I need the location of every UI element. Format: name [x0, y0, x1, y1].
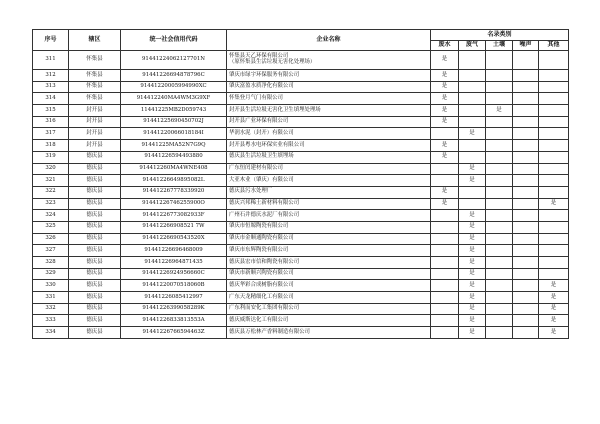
- row-company-name: 大亚木业（肇庆）有限公司: [227, 175, 431, 187]
- row-company-name: 肇庆市金顺通陶瓷有限公司: [227, 233, 431, 245]
- row-gas: [459, 93, 486, 105]
- row-district: 封开县: [69, 105, 121, 117]
- row-gas: 是: [459, 327, 486, 339]
- row-code: 91441226746255900O: [121, 198, 227, 210]
- row-seq: 332: [33, 303, 69, 315]
- row-soil: [486, 245, 513, 257]
- row-gas: 是: [459, 245, 486, 257]
- row-water: 是: [431, 116, 459, 128]
- row-other: [539, 245, 569, 257]
- row-seq: 318: [33, 140, 69, 152]
- row-seq: 330: [33, 280, 69, 292]
- row-code: 91441225MA52N7G9Q: [121, 140, 227, 152]
- row-water: 是: [431, 93, 459, 105]
- row-water: 是: [431, 51, 459, 70]
- row-district: 德庆县: [69, 303, 121, 315]
- row-soil: [486, 198, 513, 210]
- row-seq: 314: [33, 93, 69, 105]
- row-noise: [513, 105, 539, 117]
- row-code: 91441225690450702J: [121, 116, 227, 128]
- table-row: [33, 292, 569, 304]
- row-company-name: 广州石井德庆水泥厂有限公司: [227, 210, 431, 222]
- row-company-name: 广东天龙精细化工有限公司: [227, 292, 431, 304]
- row-soil: [486, 140, 513, 152]
- row-code: 11441225MB2D059743: [121, 105, 227, 117]
- row-gas: 是: [459, 163, 486, 175]
- row-seq: 325: [33, 221, 69, 233]
- header-company: 企业名称: [227, 30, 431, 51]
- row-water: [431, 210, 459, 222]
- row-soil: [486, 128, 513, 140]
- row-soil: [486, 93, 513, 105]
- row-company-name: 封开县生活垃圾无害化卫生填埋处理场: [227, 105, 431, 117]
- row-other: 是: [539, 303, 569, 315]
- row-gas: 是: [459, 257, 486, 269]
- row-noise: [513, 186, 539, 198]
- row-other: 是: [539, 292, 569, 304]
- row-gas: [459, 198, 486, 210]
- row-seq: 327: [33, 245, 69, 257]
- header-water: 废水: [431, 41, 459, 51]
- row-code: 914412260MA4WNE408: [121, 163, 227, 175]
- row-district: 德庆县: [69, 151, 121, 163]
- row-company-name: 肇庆市恒塬陶瓷有限公司: [227, 221, 431, 233]
- table-row: [33, 221, 569, 233]
- row-noise: [513, 51, 539, 70]
- row-code: 91441224062127701N: [121, 51, 227, 70]
- row-water: 是: [431, 105, 459, 117]
- table-row: [33, 128, 569, 140]
- row-company-name-line1: 怀集县天乙环保有限公司: [229, 53, 289, 60]
- table-row: [33, 186, 569, 198]
- row-district: 德庆县: [69, 221, 121, 233]
- row-other: [539, 233, 569, 245]
- header-code: 统一社会信用代码: [121, 30, 227, 51]
- row-seq: 321: [33, 175, 69, 187]
- row-seq: 313: [33, 81, 69, 93]
- table-row: [33, 233, 569, 245]
- row-other: [539, 93, 569, 105]
- row-noise: [513, 151, 539, 163]
- row-water: [431, 175, 459, 187]
- row-company-name: 肇庆市新顺兴陶瓷有限公司: [227, 268, 431, 280]
- row-other: [539, 268, 569, 280]
- row-district: 德庆县: [69, 245, 121, 257]
- row-seq: 324: [33, 210, 69, 222]
- row-seq: 323: [33, 198, 69, 210]
- row-seq: 326: [33, 233, 69, 245]
- table-row: [33, 151, 569, 163]
- row-company-name: 肇庆市东辉陶瓷有限公司: [227, 245, 431, 257]
- header-other: 其他: [539, 41, 569, 51]
- row-company-name: 德庆威斯达化工有限公司: [227, 315, 431, 327]
- row-noise: [513, 245, 539, 257]
- row-other: [539, 163, 569, 175]
- row-soil: [486, 257, 513, 269]
- row-gas: 是: [459, 280, 486, 292]
- row-noise: [513, 233, 539, 245]
- table-row: [33, 175, 569, 187]
- row-company-name: 怀集登月气门有限公司: [227, 93, 431, 105]
- row-district: 德庆县: [69, 186, 121, 198]
- row-code: 914412266908521 7W: [121, 221, 227, 233]
- row-code: 91441226694878796C: [121, 70, 227, 82]
- row-gas: [459, 151, 486, 163]
- row-seq: 331: [33, 292, 69, 304]
- row-soil: [486, 327, 513, 339]
- row-other: [539, 105, 569, 117]
- table-row: [33, 51, 569, 70]
- row-code: 91441226399058289K: [121, 303, 227, 315]
- row-gas: 是: [459, 292, 486, 304]
- row-company-name: 广东恒闰建材有限公司: [227, 163, 431, 175]
- row-seq: 334: [33, 327, 69, 339]
- row-other: [539, 151, 569, 163]
- row-seq: 328: [33, 257, 69, 269]
- header-noise: 噪声: [513, 41, 539, 51]
- row-noise: [513, 315, 539, 327]
- table-row: [33, 198, 569, 210]
- row-water: [431, 128, 459, 140]
- table-row: [33, 116, 569, 128]
- row-soil: [486, 70, 513, 82]
- row-district: 德庆县: [69, 233, 121, 245]
- row-soil: [486, 163, 513, 175]
- row-code: 914412267778339920: [121, 186, 227, 198]
- row-code: 91441226696468009: [121, 245, 227, 257]
- row-noise: [513, 93, 539, 105]
- row-noise: [513, 257, 539, 269]
- row-district: 德庆县: [69, 268, 121, 280]
- row-soil: [486, 303, 513, 315]
- row-code: 91441220005994990XC: [121, 81, 227, 93]
- pollution-source-table: [32, 29, 569, 339]
- row-seq: 329: [33, 268, 69, 280]
- row-other: [539, 257, 569, 269]
- row-other: [539, 221, 569, 233]
- row-noise: [513, 163, 539, 175]
- row-water: 是: [431, 198, 459, 210]
- row-noise: [513, 210, 539, 222]
- row-company-name: 德庆兴邦稀土新材料有限公司: [227, 198, 431, 210]
- row-other: [539, 175, 569, 187]
- row-water: 是: [431, 151, 459, 163]
- header-category: 名录类别: [431, 30, 569, 41]
- row-other: [539, 51, 569, 70]
- row-noise: [513, 116, 539, 128]
- row-soil: [486, 233, 513, 245]
- row-district: 封开县: [69, 116, 121, 128]
- row-other: 是: [539, 198, 569, 210]
- row-other: 是: [539, 327, 569, 339]
- row-seq: 322: [33, 186, 69, 198]
- row-gas: [459, 140, 486, 152]
- row-code: 91441226085412997: [121, 292, 227, 304]
- row-gas: 是: [459, 221, 486, 233]
- table-row: [33, 327, 569, 339]
- table-row: [33, 140, 569, 152]
- row-district: 德庆县: [69, 280, 121, 292]
- row-soil: [486, 315, 513, 327]
- table-row: [33, 303, 569, 315]
- row-company-name: 封开县粤水电环保实业有限公司: [227, 140, 431, 152]
- header-district: 辖区: [69, 30, 121, 51]
- row-soil: [486, 186, 513, 198]
- row-district: 封开县: [69, 128, 121, 140]
- row-code: 914412240MA4WM3G9XF: [121, 93, 227, 105]
- row-noise: [513, 140, 539, 152]
- row-other: 是: [539, 280, 569, 292]
- table-row: [33, 210, 569, 222]
- row-other: [539, 81, 569, 93]
- row-district: 封开县: [69, 140, 121, 152]
- row-district: 怀集县: [69, 70, 121, 82]
- row-noise: [513, 175, 539, 187]
- row-soil: [486, 51, 513, 70]
- row-company-name: [227, 51, 431, 70]
- row-gas: 是: [459, 233, 486, 245]
- row-gas: [459, 70, 486, 82]
- row-noise: [513, 303, 539, 315]
- row-company-name: 肇庆市绿宇环保服务有限公司: [227, 70, 431, 82]
- row-gas: [459, 51, 486, 70]
- row-other: [539, 186, 569, 198]
- row-code: 91441226766594463Z: [121, 327, 227, 339]
- row-district: 德庆县: [69, 292, 121, 304]
- row-gas: [459, 186, 486, 198]
- header-soil: 土壤: [486, 41, 513, 51]
- row-soil: [486, 221, 513, 233]
- table-row: [33, 280, 569, 292]
- row-code: 91441226594493880: [121, 151, 227, 163]
- row-soil: [486, 210, 513, 222]
- row-water: [431, 280, 459, 292]
- table-row: [33, 93, 569, 105]
- row-noise: [513, 327, 539, 339]
- row-seq: 319: [33, 151, 69, 163]
- row-district: 德庆县: [69, 163, 121, 175]
- row-water: [431, 303, 459, 315]
- row-other: [539, 210, 569, 222]
- row-seq: 311: [33, 51, 69, 70]
- row-gas: 是: [459, 175, 486, 187]
- row-water: 是: [431, 70, 459, 82]
- row-district: 德庆县: [69, 327, 121, 339]
- header-seq: 序号: [33, 30, 69, 51]
- row-soil: [486, 280, 513, 292]
- row-gas: [459, 81, 486, 93]
- row-noise: [513, 81, 539, 93]
- row-code: 91441226649895082L: [121, 175, 227, 187]
- row-water: [431, 163, 459, 175]
- row-water: [431, 315, 459, 327]
- row-code: 91441226690543520X: [121, 233, 227, 245]
- row-water: [431, 292, 459, 304]
- row-company-name: 肇庆富盈水质净化有限公司: [227, 81, 431, 93]
- row-company-name: 德庆华彩合成树脂有限公司: [227, 280, 431, 292]
- row-soil: [486, 292, 513, 304]
- row-gas: 是: [459, 303, 486, 315]
- row-noise: [513, 198, 539, 210]
- row-water: 是: [431, 186, 459, 198]
- row-code: 91441226924956660C: [121, 268, 227, 280]
- row-district: 德庆县: [69, 198, 121, 210]
- row-code: 91441220070518060B: [121, 280, 227, 292]
- row-water: [431, 257, 459, 269]
- row-seq: 320: [33, 163, 69, 175]
- row-soil: [486, 151, 513, 163]
- row-water: [431, 233, 459, 245]
- row-company-name-line2: （原怀集县生活垃圾无害化处理场）: [229, 59, 316, 65]
- row-district: 德庆县: [69, 175, 121, 187]
- row-water: 是: [431, 81, 459, 93]
- row-seq: 316: [33, 116, 69, 128]
- table-row: [33, 70, 569, 82]
- row-company-name: 广东利而安化工集团有限公司: [227, 303, 431, 315]
- row-seq: 315: [33, 105, 69, 117]
- row-company-name: 德庆县污水处理厂: [227, 186, 431, 198]
- row-noise: [513, 292, 539, 304]
- table-row: [33, 163, 569, 175]
- row-district: 怀集县: [69, 51, 121, 70]
- row-gas: 是: [459, 210, 486, 222]
- row-soil: [486, 81, 513, 93]
- row-district: 怀集县: [69, 81, 121, 93]
- row-gas: 是: [459, 128, 486, 140]
- row-noise: [513, 128, 539, 140]
- row-other: 是: [539, 315, 569, 327]
- row-code: 91441226773082933F: [121, 210, 227, 222]
- row-company-name: 德庆县宏市信和陶瓷有限公司: [227, 257, 431, 269]
- header-gas: 废气: [459, 41, 486, 51]
- row-water: [431, 327, 459, 339]
- row-code: 91441226964871435: [121, 257, 227, 269]
- table-row: [33, 245, 569, 257]
- row-district: 德庆县: [69, 257, 121, 269]
- table-row: [33, 105, 569, 117]
- row-soil: 是: [486, 105, 513, 117]
- table-row: [33, 268, 569, 280]
- row-other: [539, 70, 569, 82]
- row-company-name: 华润水泥（封开）有限公司: [227, 128, 431, 140]
- row-district: 德庆县: [69, 315, 121, 327]
- row-seq: 333: [33, 315, 69, 327]
- row-noise: [513, 268, 539, 280]
- row-seq: 312: [33, 70, 69, 82]
- row-gas: [459, 105, 486, 117]
- row-water: [431, 245, 459, 257]
- row-water: 是: [431, 140, 459, 152]
- row-water: [431, 268, 459, 280]
- row-soil: [486, 175, 513, 187]
- table-row: [33, 257, 569, 269]
- row-company-name: 德庆县生活垃圾卫生填埋场: [227, 151, 431, 163]
- row-noise: [513, 221, 539, 233]
- row-other: [539, 116, 569, 128]
- table-row: [33, 315, 569, 327]
- row-company-name: 封开县广业环保有限公司: [227, 116, 431, 128]
- table-row: [33, 81, 569, 93]
- row-noise: [513, 280, 539, 292]
- row-seq: 317: [33, 128, 69, 140]
- row-noise: [513, 70, 539, 82]
- table-body: [33, 51, 569, 339]
- row-soil: [486, 268, 513, 280]
- row-district: 德庆县: [69, 210, 121, 222]
- row-other: [539, 140, 569, 152]
- row-soil: [486, 116, 513, 128]
- row-district: 怀集县: [69, 93, 121, 105]
- row-gas: [459, 116, 486, 128]
- row-other: [539, 128, 569, 140]
- row-code: 91441226833813553A: [121, 315, 227, 327]
- row-company-name: 德庆县万松林产香料制造有限公司: [227, 327, 431, 339]
- row-gas: 是: [459, 268, 486, 280]
- row-gas: 是: [459, 315, 486, 327]
- row-code: 91441220066018184I: [121, 128, 227, 140]
- row-water: [431, 221, 459, 233]
